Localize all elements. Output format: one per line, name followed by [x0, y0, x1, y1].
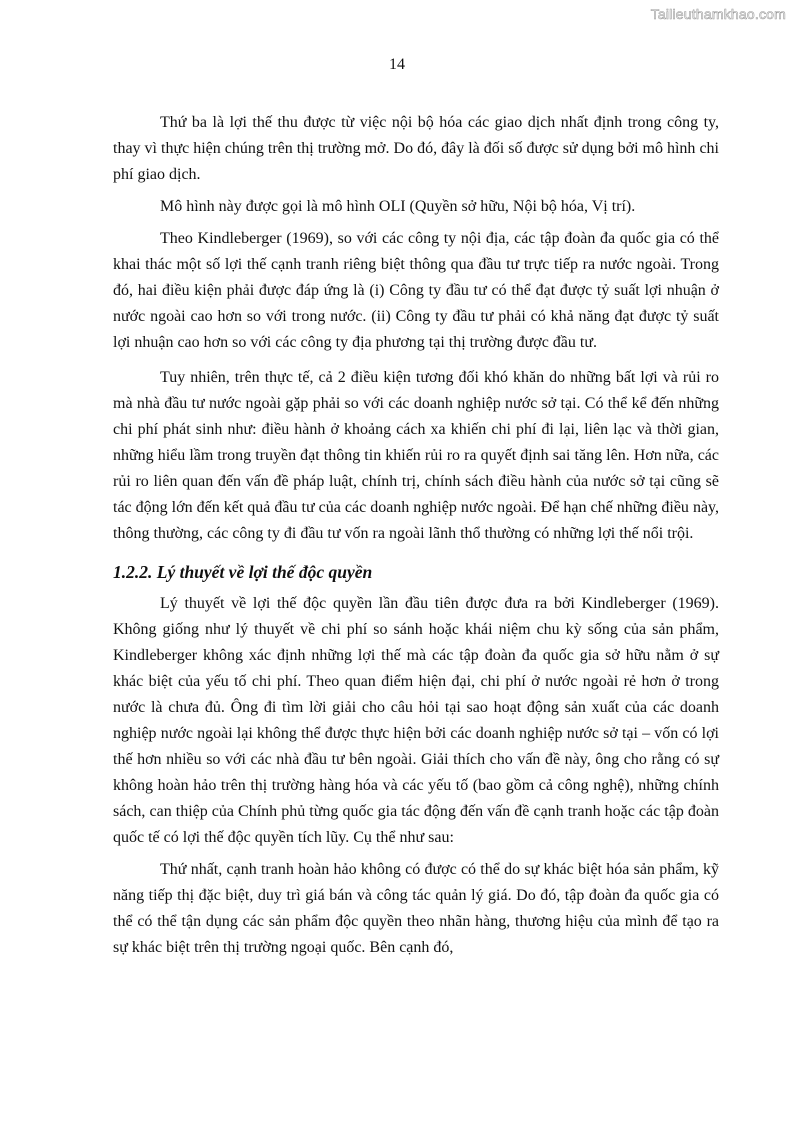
paragraph: Tuy nhiên, trên thực tế, cả 2 điều kiện tương đối khó khăn do những bất lợi và rủi ro mà nhà đầu tư nước ngoài gặp phải so với các doanh nghiệp nước sở tại. Có thể kể đến những chi phí phát sinh như: điều hành ở khoảng cách xa khiến chi phí đi lại, liên lạc và thời gian, những hiểu lầm trong truyền đạt thông tin khiến rủi ro ra quyết định sai tăng lên. Hơn nữa, các rủi ro liên quan đến vấn đề pháp luật, chính trị, chính sách điều hành của nước sở tại cũng sẽ tác động lớn đến kết quả đầu tư của các doanh nghiệp nước ngoài. Để hạn chế những điều này, thông thường, các công ty đi đầu tư vốn ra ngoài lãnh thổ thường có những lợi thế nổi trội.: [113, 369, 719, 542]
paragraph: Lý thuyết về lợi thế độc quyền lần đầu tiên được đưa ra bởi Kindleberger (1969). Không giống như lý thuyết về chi phí so sánh hoặc khái niệm chu kỳ sống của sản phẩm, Kindleberger không xác định những lợi thế mà các tập đoàn đa quốc gia sở hữu nằm ở sự khác biệt của yếu tố chi phí. Theo quan điểm hiện đại, chi phí ở nước ngoài rẻ hơn ở trong nước là chưa đủ. Ông đi tìm lời giải cho câu hỏi tại sao hoạt động sản xuất của các doanh nghiệp nước ngoài lại không thể được thực hiện bởi các doanh nghiệp nước sở tại – vốn có lợi thế hơn nhiều so với các nhà đầu tư bên ngoài. Giải thích cho vấn đề này, ông cho rằng có sự không hoàn hảo trên thị trường hàng hóa và các yếu tố (bao gồm cả công nghệ), những chính sách, can thiệp của Chính phủ từng quốc gia tác động đến vấn đề cạnh tranh hoặc các tập đoàn quốc tế có lợi thế độc quyền tích lũy. Cụ thể như sau:: [113, 595, 719, 846]
document-body: [113, 110, 719, 961]
paragraph: Mô hình này được gọi là mô hình OLI (Quyền sở hữu, Nội bộ hóa, Vị trí).: [160, 198, 636, 215]
paragraph: Thứ ba là lợi thế thu được từ việc nội bộ hóa các giao dịch nhất định trong công ty, thay vì thực hiện chúng trên thị trường mở. Do đó, đây là đối số được sử dụng bởi mô hình chi phí giao dịch.: [113, 114, 719, 183]
watermark: Tailieuthamkhao.com: [650, 6, 786, 22]
paragraph: Theo Kindleberger (1969), so với các công ty nội địa, các tập đoàn đa quốc gia có thể khai thác một số lợi thế cạnh tranh riêng biệt thông qua đầu tư trực tiếp ra nước ngoài. Trong đó, hai điều kiện phải được đáp ứng là (i) Công ty đầu tư có thể đạt được tỷ suất lợi nhuận ở nước ngoài cao hơn so với trong nước. (ii) Công ty đầu tư phải có khả năng đạt được tỷ suất lợi nhuận cao hơn so với các công ty địa phương tại thị trường được đầu tư.: [113, 230, 719, 351]
page-number: 14: [389, 56, 405, 73]
section-heading: 1.2.2. Lý thuyết về lợi thế độc quyền: [113, 562, 373, 582]
paragraph: Thứ nhất, cạnh tranh hoàn hảo không có được có thể do sự khác biệt hóa sản phẩm, kỹ năng tiếp thị đặc biệt, duy trì giá bán và công tác quản lý giá. Do đó, tập đoàn đa quốc gia có thể có thể tận dụng các sản phẩm độc quyền theo nhãn hàng, thương hiệu của mình để tạo ra sự khác biệt trên thị trường ngoại quốc. Bên cạnh đó,: [113, 861, 719, 956]
